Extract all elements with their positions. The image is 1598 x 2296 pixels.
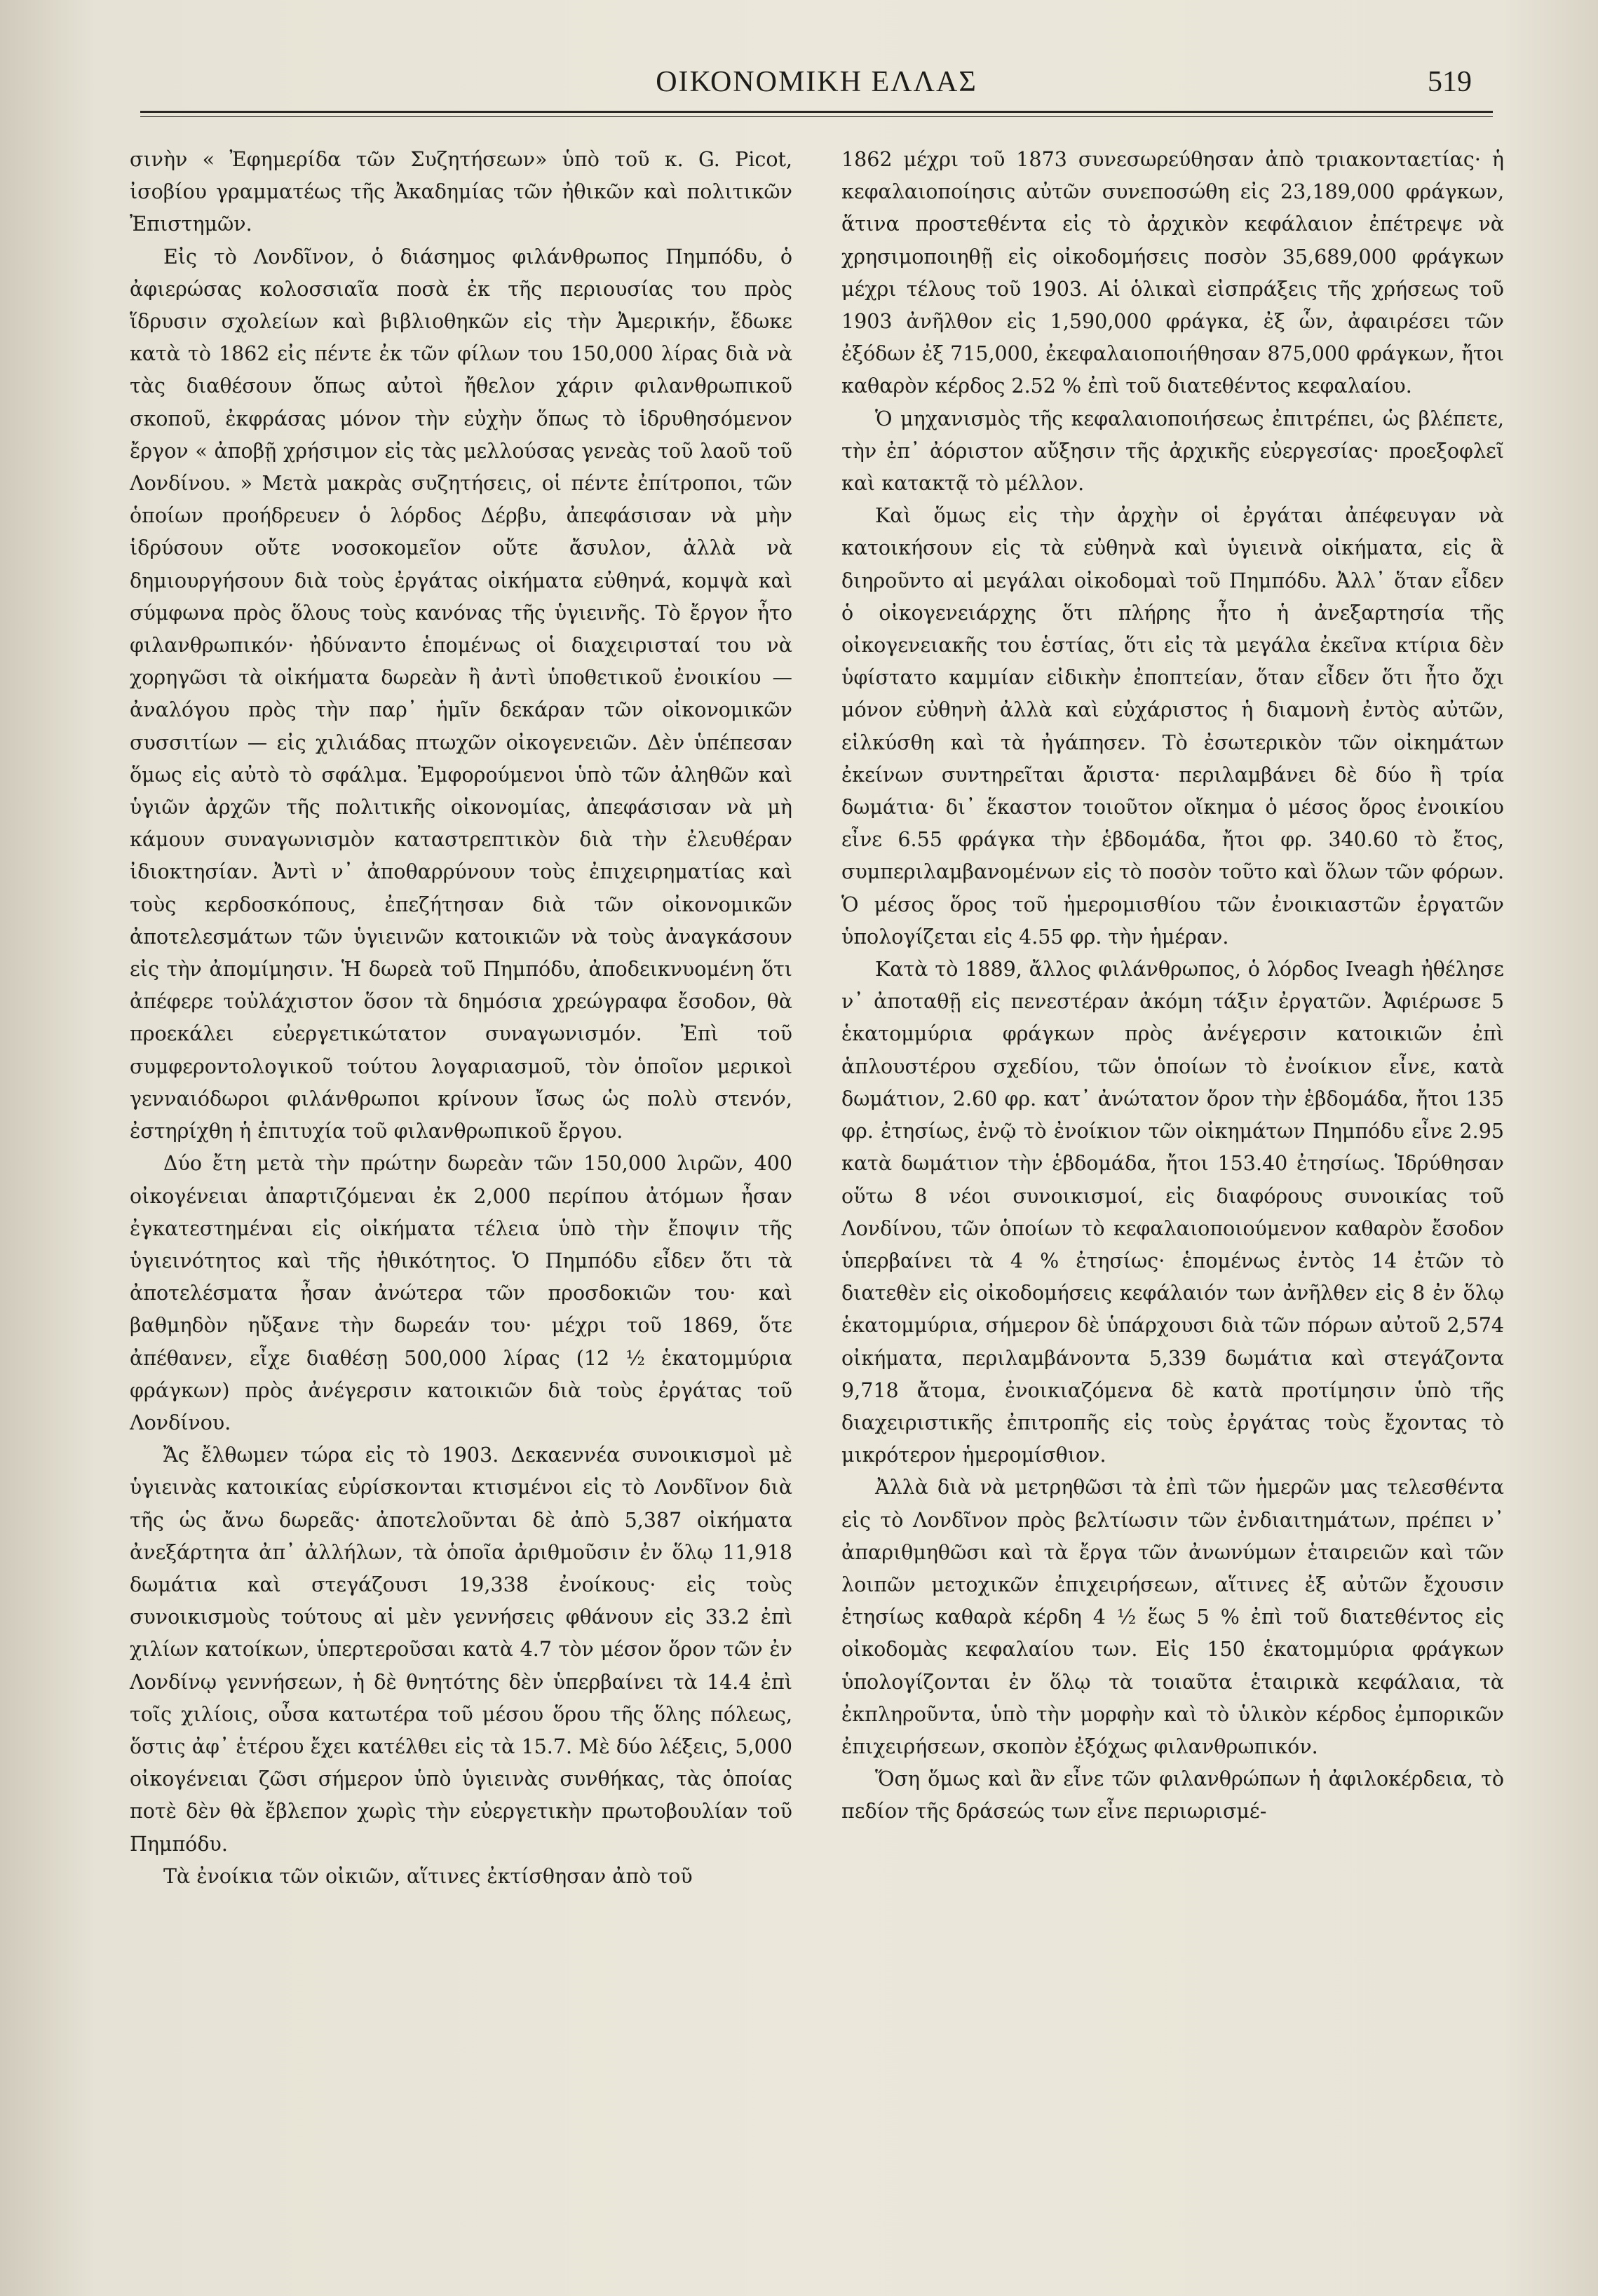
running-header [140,60,1493,102]
paragraph: 1862 μέχρι τοῦ 1873 συνεσωρεύθησαν ἀπὸ τριακονταετίας· ἡ κεφαλαιοποίησις αὐτῶν συνεποσώθη εἰς 23,189,000 φράγκων, ἅτινα προστεθέντα εἰς τὸ ἀρχικὸν κεφάλαιον ἐπέτρεψε νὰ χρησιμοποιηθῇ εἰς οἰκοδομήσεις ποσὸν 35,689,000 φράγκων μέχρι τέλους τοῦ 1903. Αἱ ὁλικαὶ εἰσπράξεις τῆς χρήσεως τοῦ 1903 ἀνῆλθον εἰς 1,590,000 φράγκα, ἐξ ὧν, ἀφαιρέσει τῶν ἐξόδων ἐξ 715,000, ἐκεφαλαιοποιήθησαν 875,000 φράγκων, ἤτοι καθαρὸν κέρδος 2.52 % ἐπὶ τοῦ διατεθέντος κεφαλαίου. [841,148,1504,398]
paragraph: Εἰς τὸ Λονδῖνον, ὁ διάσημος φιλάνθρωπος Πημπόδυ, ὁ ἀφιερώσας κολοσσιαῖα ποσὰ ἐκ τῆς περιουσίας του πρὸς ἵδρυσιν σχολείων καὶ βιβλιοθηκῶν εἰς τὴν Ἀμερικήν, ἔδωκε κατὰ τὸ 1862 εἰς πέντε ἐκ τῶν φίλων του 150,000 λίρας διὰ νὰ τὰς διαθέσουν ὅπως αὐτοὶ ἤθελον χάριν φιλανθρωπικοῦ σκοποῦ, ἐκφράσας μόνον τὴν εὐχὴν ὅπως τὸ ἱδρυθησόμενον ἔργον « ἀποβῇ χρήσιμον εἰς τὰς μελλούσας γενεὰς τοῦ λαοῦ τοῦ Λονδίνου. » Μετὰ μακρὰς συζητήσεις, οἱ πέντε ἐπίτροποι, τῶν ὁποίων προήδρευεν ὁ λόρδος Δέρβυ, ἀπεφάσισαν νὰ μὴν ἱδρύσουν οὔτε νοσοκομεῖον οὔτε ἄσυλον, ἀλλὰ νὰ δημιουργήσουν διὰ τοὺς ἐργάτας οἰκήματα εὐθηνά, κομψὰ καὶ σύμφωνα πρὸς ὅλους τοὺς κανόνας τῆς ὑγιεινῆς. Τὸ ἔργον ἦτο φιλανθρωπικόν· ἠδύναντο ἑπομένως οἱ διαχειρισταί του νὰ χορηγῶσι τὰ οἰκήματα δωρεὰν ἢ ἀντὶ ὑποθετικοῦ ἐνοικίου — ἀναλόγου πρὸς τὴν παρ᾽ ἡμῖν δεκάραν τῶν οἰκονομικῶν συσσιτίων — εἰς χιλιάδας πτωχῶν οἰκογενειῶν. Δὲν ὑπέπεσαν ὅμως εἰς αὐτὸ τὸ σφάλμα. Ἐμφορούμενοι ὑπὸ τῶν ἀληθῶν καὶ ὑγιῶν ἀρχῶν τῆς πολιτικῆς οἰκονομίας, ἀπεφάσισαν νὰ μὴ κάμουν συναγωνισμὸν καταστρεπτικὸν διὰ τὴν ἐλευθέραν ἰδιοκτησίαν. Ἀντὶ ν᾽ ἀποθαρρύνουν τοὺς ἐπιχειρηματίας καὶ τοὺς κερδοσκόπους, ἐπεζήτησαν διὰ τῶν οἰκονομικῶν ἀποτελεσμάτων τῶν ὑγιεινῶν κατοικιῶν νὰ τοὺς ἀναγκάσουν εἰς τὴν ἀπομίμησιν. Ἡ δωρεὰ τοῦ Πημπόδυ, ἀποδεικνυομένη ὅτι ἀπέφερε τοὐλάχιστον ὅσον τὰ δημόσια χρεώγραφα ἔσοδον, θὰ προεκάλει εὐεργετικώτατον συναγωνισμόν. Ἐπὶ τοῦ συμφεροντολογικοῦ τούτου λογαριασμοῦ, τὸν ὁποῖον μερικοὶ γενναιόδωροι φιλάνθρωποι κρίνουν ἴσως ὡς πολὺ στενόν, ἐστηρίχθη ἡ ἐπιτυχία τοῦ φιλανθρωπικοῦ ἔργου. [130,245,792,1143]
paragraph: Ἄς ἔλθωμεν τώρα εἰς τὸ 1903. Δεκαεννέα συνοικισμοὶ μὲ ὑγιεινὰς κατοικίας εὑρίσκονται κτισμένοι εἰς τὸ Λονδῖνον διὰ τῆς ὡς ἄνω δωρεᾶς· ἀποτελοῦνται δὲ ἀπὸ 5,387 οἰκήματα ἀνεξάρτητα ἀπ᾽ ἀλλήλων, τὰ ὁποῖα ἀριθμοῦσιν ἐν ὅλῳ 11,918 δωμάτια καὶ στεγάζουσι 19,338 ἐνοίκους· εἰς τοὺς συνοικισμοὺς τούτους αἱ μὲν γεννήσεις φθάνουν εἰς 33.2 ἐπὶ χιλίων κατοίκων, ὑπερτεροῦσαι κατὰ 4.7 τὸν μέσον ὅρον τῶν ἐν Λονδίνῳ γεννήσεων, ἡ δὲ θνητότης δὲν ὑπερβαίνει τὰ 14.4 ἐπὶ τοῖς χιλίοις, οὖσα κατωτέρα τοῦ μέσου ὅρου τῆς ὅλης πόλεως, ὅστις ἀφ᾽ ἑτέρου ἔχει κατέλθει εἰς τὰ 15.7. Μὲ δύο λέξεις, 5,000 οἰκογένειαι ζῶσι σήμερον ὑπὸ ὑγιεινὰς συνθήκας, τὰς ὁποίας ποτὲ δὲν θὰ ἔβλεπον χωρὶς τὴν εὐεργετικὴν πρωτοβουλίαν τοῦ Πημπόδυ. [130,1444,792,1856]
paragraph: Καὶ ὅμως εἰς τὴν ἀρχὴν οἱ ἐργάται ἀπέφευγαν νὰ κατοικήσουν εἰς τὰ εὐθηνὰ καὶ ὑγιεινὰ οἰκήματα, εἰς ἃ διηροῦντο αἱ μεγάλαι οἰκοδομαὶ τοῦ Πημπόδυ. Ἀλλ᾽ ὅταν εἶδεν ὁ οἰκογενειάρχης ὅτι πλήρης ἦτο ἡ ἀνεξαρτησία τῆς οἰκογενειακῆς του ἑστίας, ὅτι εἰς τὰ μεγάλα ἐκεῖνα κτίρια δὲν ὑφίστατο καμμίαν εἰδικὴν ἐποπτείαν, ὅταν εἶδεν ὅτι ἦτο ὄχι μόνον εὐθηνὴ ἀλλὰ καὶ εὐχάριστος ἡ διαμονὴ ἐντὸς αὐτῶν, εἱλκύσθη καὶ τὰ ἠγάπησεν. Τὸ ἐσωτερικὸν τῶν οἰκημάτων ἐκείνων συντηρεῖται ἄριστα· περιλαμβάνει δὲ δύο ἢ τρία δωμάτια· δι᾽ ἕκαστον τοιοῦτον οἴκημα ὁ μέσος ὅρος ἐνοικίου εἶνε 6.55 φράγκα τὴν ἑβδομάδα, ἤτοι φρ. 340.60 τὸ ἔτος, συμπεριλαμβανομένων εἰς τὸ ποσὸν τοῦτο καὶ ὅλων τῶν φόρων. Ὁ μέσος ὅρος τοῦ ἡμερομισθίου τῶν ἐνοικιαστῶν ἐργατῶν ὑπολογίζεται εἰς 4.55 φρ. τὴν ἡμέραν. [841,504,1504,949]
header-rule-thin [140,116,1493,117]
text-columns [130,144,1504,2247]
paragraph: Ὁ μηχανισμὸς τῆς κεφαλαιοποιήσεως ἐπιτρέπει, ὡς βλέπετε, τὴν ἐπ᾽ ἀόριστον αὔξησιν τῆς ἀρχικῆς εὐεργεσίας· προεξοφλεῖ καὶ κατακτᾷ τὸ μέλλον. [841,407,1504,496]
paragraph: Ἀλλὰ διὰ νὰ μετρηθῶσι τὰ ἐπὶ τῶν ἡμερῶν μας τελεσθέντα εἰς τὸ Λονδῖνον πρὸς βελτίωσιν τῶν ἐνδιαιτημάτων, πρέπει ν᾽ ἀπαριθμηθῶσι καὶ τὰ ἔργα τῶν ἀνωνύμων ἑταιρειῶν καὶ τῶν λοιπῶν μετοχικῶν ἐπιχειρήσεων, αἵτινες ἐξ αὐτῶν ἔχουσιν ἐτησίως καθαρὰ κέρδη 4 ½ ἕως 5 % ἐπὶ τοῦ διατεθέντος εἰς οἰκοδομὰς κεφαλαίου των. Εἰς 150 ἑκατομμύρια φράγκων ὑπολογίζονται ἐν ὅλῳ τὰ τοιαῦτα ἑταιρικὰ κεφάλαια, τὰ ἐκπληροῦντα, ὑπὸ τὴν μορφὴν καὶ τὸ ὑλικὸν κέρδος ἐμπορικῶν ἐπιχειρήσεων, σκοπὸν ἐξόχως φιλανθρωπικόν. [841,1476,1504,1758]
journal-title: ΟΙΚΟΝΟΜΙΚΗ ΕΛΛΑΣ [656,66,977,98]
page-number: 519 [1428,66,1472,98]
paragraph: Ὅση ὅμως καὶ ἂν εἶνε τῶν φιλανθρώπων ἡ ἀφιλοκέρδεια, τὸ πεδίον τῆς δράσεώς των εἶνε περιωρισμέ- [841,1767,1504,1823]
paragraph: Κατὰ τὸ 1889, ἄλλος φιλάνθρωπος, ὁ λόρδος Iveagh ἠθέλησε ν᾽ ἀποταθῇ εἰς πενεστέραν ἀκόμη τάξιν ἐργατῶν. Ἀφιέρωσε 5 ἑκατομμύρια φράγκων πρὸς ἀνέγερσιν κατοικιῶν ἐπὶ ἁπλουστέρου σχεδίου, τῶν ὁποίων τὸ ἐνοίκιον εἶνε, κατὰ δωμάτιον, 2.60 φρ. κατ᾽ ἀνώτατον ὅρον τὴν ἑβδομάδα, ἤτοι 135 φρ. ἐτησίως, ἐνῷ τὸ ἐνοίκιον τῶν οἰκημάτων Πημπόδυ εἶνε 2.95 κατὰ δωμάτιον τὴν ἑβδομάδα, ἤτοι 153.40 ἐτησίως. Ἱδρύθησαν οὕτω 8 νέοι συνοικισμοί, εἰς διαφόρους συνοικίας τοῦ Λονδίνου, τῶν ὁποίων τὸ κεφαλαιοποιούμενον καθαρὸν ἔσοδον ὑπερβαίνει τὰ 4 % ἐτησίως· ἑπομένως ἐντὸς 14 ἐτῶν τὸ διατεθὲν εἰς οἰκοδομήσεις κεφάλαιόν των ἀνῆλθεν εἰς 8 ἐν ὅλῳ ἑκατομμύρια, σήμερον δὲ ὑπάρχουσι διὰ τῶν πόρων αὐτοῦ 2,574 οἰκήματα, περιλαμβάνοντα 5,339 δωμάτια καὶ στεγάζοντα 9,718 ἄτομα, ἐνοικιαζόμενα δὲ κατὰ προτίμησιν ὑπὸ τῆς διαχειριστικῆς ἐπιτροπῆς εἰς τοὺς ἐργάτας τοὺς ἔχοντας τὸ μικρότερον ἡμερομίσθιον. [841,958,1504,1467]
header-rule [140,111,1493,113]
paragraph: σινὴν « Ἐφημερίδα τῶν Συζητήσεων» ὑπὸ τοῦ κ. G. Picot, ἰσοβίου γραμματέως τῆς Ἀκαδημίας τῶν ἠθικῶν καὶ πολιτικῶν Ἐπιστημῶν. [130,148,792,236]
paragraph: Δύο ἔτη μετὰ τὴν πρώτην δωρεὰν τῶν 150,000 λιρῶν, 400 οἰκογένειαι ἀπαρτιζόμεναι ἐκ 2,000 περίπου ἀτόμων ἦσαν ἐγκατεστημέναι εἰς οἰκήματα τέλεια ὑπὸ τὴν ἔποψιν τῆς ὑγιεινότητος καὶ τῆς ἠθικότητος. Ὁ Πημπόδυ εἶδεν ὅτι τὰ ἀποτελέσματα ἦσαν ἀνώτερα τῶν προσδοκιῶν του· καὶ βαθμηδὸν ηὔξανε τὴν δωρεάν του· μέχρι τοῦ 1869, ὅτε ἀπέθανεν, εἶχε διαθέσῃ 500,000 λίρας (12 ½ ἑκατομμύρια φράγκων) πρὸς ἀνέγερσιν κατοικιῶν διὰ τοὺς ἐργάτας τοῦ Λονδίνου. [130,1152,792,1434]
paragraph: Τὰ ἐνοίκια τῶν οἰκιῶν, αἵτινες ἐκτίσθησαν ἀπὸ τοῦ [163,1864,693,1888]
right-column [841,144,1504,2247]
left-column [130,144,792,2247]
